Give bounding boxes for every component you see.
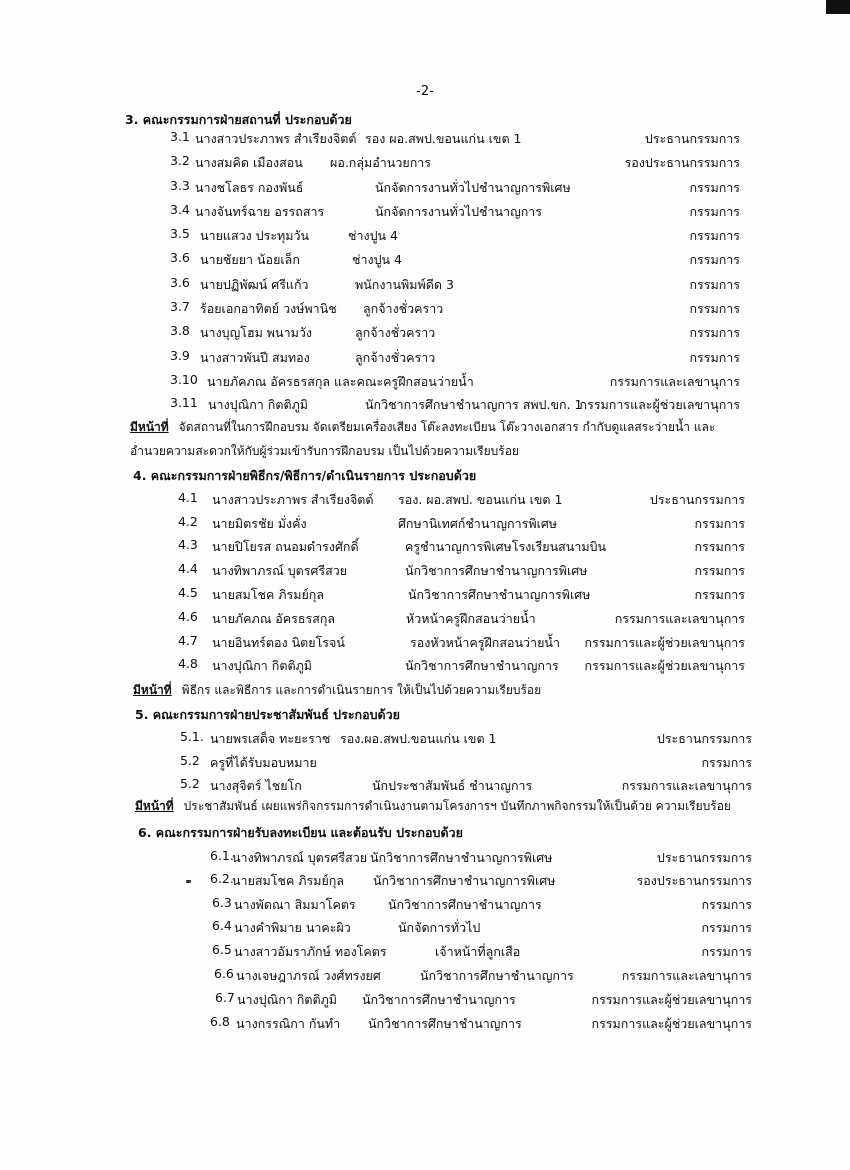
- member-name: นายอินทร์ตอง นิตยโรจน์: [212, 635, 345, 650]
- member-row: [0, 323, 850, 343]
- member-number: 5.2: [180, 753, 200, 768]
- member-role: กรรมการและผู้ช่วยเลขานุการ: [591, 1016, 752, 1031]
- member-row: [0, 656, 850, 676]
- member-name: นางจันทร์ฉาย อรรถสาร: [195, 204, 325, 219]
- member-row: [0, 490, 850, 510]
- duty-label: มีหน้าที่: [130, 420, 169, 434]
- member-row: [0, 561, 850, 581]
- member-name: นางสุจิตร์ ไชยโก: [210, 778, 302, 793]
- member-number: 6.6: [214, 966, 234, 981]
- member-row: [0, 990, 850, 1010]
- ink-bullet-mark: [186, 880, 191, 883]
- member-number: 6.1.: [210, 848, 234, 863]
- member-position: นักจัดการงานทั่วไปชำนาญการ: [375, 204, 543, 219]
- member-position: นักวิชาการศึกษาชำนาญการ: [420, 968, 574, 983]
- member-role: กรรมการ: [689, 204, 740, 219]
- member-position: นักจัดการทั่วไป: [398, 920, 481, 935]
- member-row: [0, 299, 850, 319]
- member-name: นายชัยยา น้อยเล็ก: [200, 252, 300, 267]
- member-row: [0, 633, 850, 653]
- member-number: 3.6: [170, 250, 190, 265]
- member-number: 3.2: [170, 153, 190, 168]
- member-role: กรรมการ: [701, 944, 752, 959]
- member-row: [0, 729, 850, 749]
- member-role: กรรมการและเลขานุการ: [621, 968, 752, 983]
- section-5-duty: [135, 797, 731, 816]
- member-number: 4.3: [178, 537, 198, 552]
- member-name: ร้อยเอกอาทิตย์ วงษ์พานิช: [200, 301, 337, 316]
- member-role: กรรมการ: [689, 228, 740, 243]
- member-row: [0, 202, 850, 222]
- member-role: กรรมการ: [701, 897, 752, 912]
- member-number: 5.1.: [180, 729, 204, 744]
- member-role: กรรมการ: [689, 252, 740, 267]
- member-position: หัวหน้าครูฝึกสอนว่ายน้ำ: [406, 611, 536, 626]
- member-role: ประธานกรรมการ: [649, 492, 745, 507]
- member-role: กรรมการ: [701, 920, 752, 935]
- member-role: กรรมการและผู้ช่วยเลขานุการ: [584, 635, 745, 650]
- member-name: นายแสวง ประทุมวัน: [200, 228, 310, 243]
- member-role: กรรมการและเลขานุการ: [614, 611, 745, 626]
- member-name: นางบุญโฮม พนามวัง: [200, 325, 312, 340]
- section-4-duty: [133, 681, 541, 700]
- member-row: [0, 609, 850, 629]
- member-role: รองประธานกรรมการ: [624, 155, 740, 170]
- member-role: กรรมการ: [694, 563, 745, 578]
- section-5-heading: 5. คณะกรรมการฝ่ายประชาสัมพันธ์ ประกอบด้วย: [135, 707, 401, 722]
- section-3-heading: 3. คณะกรรมการฝ่ายสถานที่ ประกอบด้วย: [125, 112, 352, 127]
- member-number: 3.10: [170, 372, 198, 387]
- member-name: นางสาวพันปี สมทอง: [200, 350, 310, 365]
- member-position: นักวิชาการศึกษาชำนาญการ: [388, 897, 542, 912]
- member-number: 3.9: [170, 348, 190, 363]
- member-row: [0, 848, 850, 868]
- member-number: 3.6: [170, 275, 190, 290]
- member-name: นายปิโยรส ถนอมดำรงศักดิ์: [212, 539, 359, 554]
- member-name: นายมิตรชัย มั่งคั่ง: [212, 516, 307, 531]
- member-row: [0, 372, 850, 392]
- member-name: นางเจษฎาภรณ์ วงศ์ทรงยศ: [236, 968, 381, 983]
- member-role: กรรมการและเลขานุการ: [621, 778, 752, 793]
- member-position: รอง ผอ.สพป.ขอนแก่น เขต 1: [365, 131, 522, 146]
- member-number: 3.4: [170, 202, 190, 217]
- member-row: [0, 895, 850, 915]
- member-position: ลูกจ้างชั่วคราว: [363, 301, 444, 316]
- member-number: 3.8: [170, 323, 190, 338]
- member-name: นางกรรณิกา กันทำ: [236, 1016, 341, 1031]
- member-position: รอง.ผอ.สพป.ขอนแก่น เขต 1: [340, 731, 497, 746]
- member-role: กรรมการ: [689, 277, 740, 292]
- section-6-heading: 6. คณะกรรมการฝ่ายรับลงทะเบียน และต้อนรับ ประกอบด้วย: [138, 825, 463, 840]
- member-number: 3.7: [170, 299, 190, 314]
- member-number: 4.5: [178, 585, 198, 600]
- member-position: นักประชาสัมพันธ์ ชำนาญการ: [372, 778, 533, 793]
- member-row: [0, 942, 850, 962]
- member-name: นางทิพาภรณ์ บุตรศรีสวย: [232, 850, 368, 865]
- duty-label: มีหน้าที่: [133, 683, 172, 697]
- member-position: ผอ.กลุ่มอำนวยการ: [330, 155, 431, 170]
- member-position: รอง. ผอ.สพป. ขอนแก่น เขต 1: [398, 492, 563, 507]
- scan-corner-mark: [826, 0, 850, 14]
- member-number: 3.1: [170, 129, 190, 144]
- member-role: กรรมการและเลขานุการ: [609, 374, 740, 389]
- member-role: กรรมการและผู้ช่วยเลขานุการ: [591, 992, 752, 1007]
- duty-label: มีหน้าที่: [135, 799, 174, 813]
- member-role: กรรมการ: [689, 301, 740, 316]
- member-number: 4.2: [178, 514, 198, 529]
- section-4-heading: 4. คณะกรรมการฝ่ายพิธีกร/พิธีการ/ดำเนินรายการ ประกอบด้วย: [133, 468, 477, 483]
- member-position: นักจัดการงานทั่วไปชำนาญการพิเศษ: [375, 180, 571, 195]
- section-3-duty: [130, 418, 715, 437]
- member-row: [0, 1014, 850, 1034]
- member-number: 3.3: [170, 178, 190, 193]
- member-position: นักวิชาการศึกษาชำนาญการ: [362, 992, 516, 1007]
- duty-text: พิธีกร และพิธีการ และการดำเนินรายการ ให้เป็นไปด้วยความเรียบร้อย: [181, 683, 542, 697]
- member-position: ช่างปูน 4: [348, 228, 399, 243]
- page-number: -2-: [416, 84, 434, 99]
- member-number: 6.3: [212, 895, 232, 910]
- member-number: 5.2: [180, 776, 200, 791]
- member-position: ลูกจ้างชั่วคราว: [355, 325, 436, 340]
- member-number: 6.4: [212, 918, 232, 933]
- member-name: นางปุณิกา กิตติภูมิ: [237, 992, 338, 1007]
- member-number: 4.6: [178, 609, 198, 624]
- member-name: นางคำพิมาย นาคะผิว: [234, 920, 351, 935]
- member-number: 6.5: [212, 942, 232, 957]
- member-position: รองหัวหน้าครูฝึกสอนว่ายน้ำ: [410, 635, 560, 650]
- member-number: 4.1: [178, 490, 198, 505]
- member-position: เจ้าหน้าที่ลูกเสือ: [435, 944, 521, 959]
- member-name: นายภัคภณ อัครธรสกุล: [212, 611, 336, 626]
- member-number: 3.11: [170, 395, 198, 410]
- member-name: นางทิพาภรณ์ บุตรศรีสวย: [212, 563, 348, 578]
- member-name: นางสมคิด เมืองสอน: [195, 155, 303, 170]
- member-position: นักวิชาการศึกษาชำนาญการพิเศษ: [408, 587, 591, 602]
- member-position: นักวิชาการศึกษาชำนาญการ สพป.ขก. 1: [365, 397, 583, 412]
- member-row: [0, 871, 850, 891]
- member-row: [0, 178, 850, 198]
- member-name: นายพรเสด็จ ทะยะราช: [210, 731, 331, 746]
- member-position: นักวิชาการศึกษาชำนาญการพิเศษ: [370, 850, 553, 865]
- member-position: ครูชำนาญการพิเศษโรงเรียนสนามบิน: [405, 539, 607, 554]
- member-role: ประธานกรรมการ: [644, 131, 740, 146]
- member-position: ลูกจ้างชั่วคราว: [355, 350, 436, 365]
- member-position: ศึกษานิเทศก์ชำนาญการพิเศษ: [398, 516, 558, 531]
- member-position: นักวิชาการศึกษาชำนาญการพิเศษ: [405, 563, 588, 578]
- member-row: [0, 537, 850, 557]
- member-name: นางพัดณา สิมมาโคตร: [234, 897, 356, 912]
- member-row: [0, 514, 850, 534]
- member-row: [0, 776, 850, 796]
- member-name: นายสมโชค ภิรมย์กุล: [212, 587, 325, 602]
- member-name: นางสาวประภาพร สำเรียงจิตต์: [212, 492, 374, 507]
- member-role: กรรมการ: [694, 539, 745, 554]
- member-row: [0, 966, 850, 986]
- member-role: กรรมการ: [689, 180, 740, 195]
- member-role: ประธานกรรมการ: [656, 731, 752, 746]
- member-row: [0, 348, 850, 368]
- member-number: 6.7: [215, 990, 235, 1005]
- member-number: 4.8: [178, 656, 198, 671]
- section-3-duty-continued: อำนวยความสะดวกให้กับผู้ร่วมเข้ารับการฝึกอบรม เป็นไปด้วยความเรียบร้อย: [130, 444, 519, 458]
- member-name: ครูที่ได้รับมอบหมาย: [210, 755, 317, 770]
- member-row: [0, 275, 850, 295]
- member-position: นักวิชาการศึกษาชำนาญการ: [368, 1016, 522, 1031]
- member-row: [0, 395, 850, 415]
- member-number: 4.7: [178, 633, 198, 648]
- member-role: กรรมการและผู้ช่วยเลขานุการ: [584, 658, 745, 673]
- member-role: กรรมการ: [701, 755, 752, 770]
- member-number: 6.2.: [210, 871, 234, 886]
- member-row: [0, 153, 850, 173]
- duty-text: จัดสถานที่ในการฝึกอบรม จัดเตรียมเครื่องเสียง โต๊ะลงทะเบียน โต๊ะวางเอกสาร กำกับดูแลสระว่ายน้ำ และ: [178, 420, 716, 434]
- member-position: นักวิชาการศึกษาชำนาญการพิเศษ: [373, 873, 556, 888]
- member-row: [0, 918, 850, 938]
- member-role: กรรมการ: [689, 325, 740, 340]
- member-role: กรรมการ: [689, 350, 740, 365]
- member-name: นายภัคภณ อัครธรสกุล และคณะครูฝึกสอนว่ายน้ำ: [207, 374, 474, 389]
- member-number: 6.8: [210, 1014, 230, 1029]
- member-number: 4.4: [178, 561, 198, 576]
- member-position: นักวิชาการศึกษาชำนาญการ: [405, 658, 559, 673]
- member-name: นางปุณิกา กิตติภูมิ: [212, 658, 313, 673]
- member-name: นางสาวประภาพร สำเรียงจิตต์: [195, 131, 357, 146]
- member-position: ช่างปูน 4: [352, 252, 403, 267]
- member-name: นางชโลธร กองพันธ์: [195, 180, 304, 195]
- member-role: รองประธานกรรมการ: [636, 873, 752, 888]
- member-name: นางสาวอัมราภักษ์ ทองโคตร: [234, 944, 387, 959]
- member-row: [0, 585, 850, 605]
- member-row: [0, 129, 850, 149]
- member-role: กรรมการและผู้ช่วยเลขานุการ: [579, 397, 740, 412]
- member-name: นายสมโชค ภิรมย์กุล: [232, 873, 345, 888]
- member-row: [0, 250, 850, 270]
- member-row: [0, 753, 850, 773]
- duty-text: ประชาสัมพันธ์ เผยแพร่กิจกรรมการดำเนินงานตามโครงการฯ บันทึกภาพกิจกรรมให้เป็นด้วย ความเรียบร้อย: [183, 799, 731, 813]
- member-role: กรรมการ: [694, 516, 745, 531]
- member-row: [0, 226, 850, 246]
- member-name: นายปฏิพัฒน์ ศรีแก้ว: [200, 277, 309, 292]
- member-role: กรรมการ: [694, 587, 745, 602]
- member-role: ประธานกรรมการ: [656, 850, 752, 865]
- member-name: นางปุณิกา กิตติภูมิ: [208, 397, 309, 412]
- member-number: 3.5: [170, 226, 190, 241]
- member-position: พนักงานพิมพ์ดีด 3: [355, 277, 454, 292]
